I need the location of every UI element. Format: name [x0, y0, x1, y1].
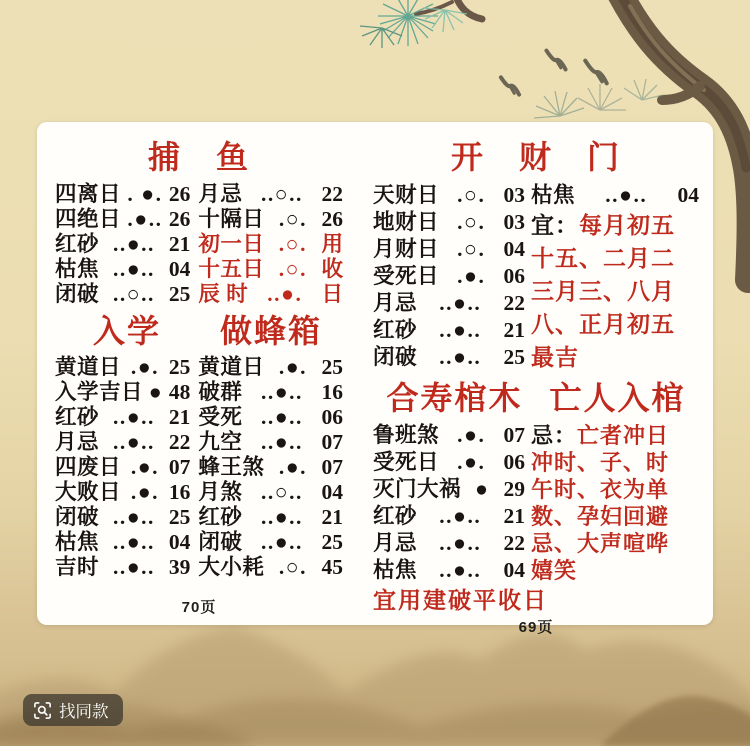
almanac-entry	[373, 236, 525, 263]
entry-dots: ..●..	[439, 504, 482, 529]
entry-dots: ..●..	[605, 182, 648, 207]
almanac-entry	[198, 282, 343, 307]
note-line: 忌：亡者冲日	[531, 423, 670, 449]
entry-dots: .●.	[457, 263, 486, 288]
entry-value: 45	[321, 555, 343, 580]
entry-dots: .○.	[278, 555, 308, 580]
almanac-entry	[55, 380, 190, 405]
entry-label: 闭破	[373, 344, 418, 369]
entry-label: 十隔日	[198, 206, 265, 231]
entry-value: 25	[168, 505, 191, 530]
entry-value: 日	[321, 281, 343, 306]
almanac-card	[37, 122, 713, 637]
almanac-entry	[373, 290, 525, 317]
almanac-entry	[55, 257, 190, 282]
section-title	[55, 140, 343, 175]
entry-dots: ..●..	[260, 505, 303, 530]
entry-value: 26	[321, 206, 343, 231]
entry-label: 受死	[198, 405, 243, 430]
almanac-entry	[373, 182, 525, 209]
entry-dots: ..●..	[112, 505, 155, 530]
entry-label: 四绝日	[55, 206, 122, 231]
entry-dots: ..●..	[112, 231, 155, 256]
almanac-row	[55, 505, 343, 530]
entry-dots: ..●.	[267, 281, 303, 306]
entry-dots: ●	[475, 477, 490, 502]
entry-dots: .○.	[457, 236, 486, 261]
entry-value: 22	[168, 430, 191, 455]
entry-label: 鲁班煞	[373, 423, 440, 448]
page-number: 70页	[181, 599, 217, 616]
section-title-text: 亡人入棺	[549, 379, 686, 416]
entry-label: 月财日	[373, 236, 440, 261]
note-line: 最吉	[531, 344, 579, 370]
note-line: 忌、大声喧哗	[531, 531, 670, 557]
entry-label: 红砂	[373, 317, 418, 342]
almanac-row	[55, 455, 343, 480]
entry-value: 25	[168, 355, 191, 380]
almanac-entry	[198, 355, 343, 380]
entry-dots: .●.	[130, 455, 160, 480]
entry-label: 月忌	[373, 290, 418, 315]
entry-label: 闭破	[55, 505, 100, 530]
note-line: 数、孕妇回避	[531, 504, 670, 530]
almanac-row	[55, 530, 343, 555]
entry-label: 枯焦	[531, 182, 576, 207]
almanac-row	[55, 555, 343, 580]
entry-dots: .○.	[278, 206, 308, 231]
entry-dots: ●	[148, 380, 164, 405]
almanac-entry	[198, 380, 343, 405]
almanac-entry	[198, 455, 343, 480]
entry-value: 07	[503, 423, 525, 448]
entry-dots: ..○..	[260, 480, 303, 505]
entry-value: 21	[503, 317, 525, 342]
note-line: 十五、二月二	[531, 245, 675, 271]
almanac-entry	[373, 317, 525, 344]
section-footer: 宜用建破平收日	[373, 588, 548, 614]
note-line: 八、正月初五	[531, 311, 675, 337]
entry-dots: ..●..	[260, 430, 303, 455]
entry-dots: ..●..	[439, 531, 482, 556]
entry-label: 初一日	[198, 231, 265, 256]
almanac-entry	[373, 530, 525, 557]
almanac-entry	[198, 505, 343, 530]
scan-search-icon	[33, 701, 52, 720]
almanac-entry	[373, 422, 525, 449]
entry-value: 21	[503, 504, 525, 529]
almanac-entry	[373, 476, 525, 503]
almanac-row	[55, 207, 343, 232]
entry-label: 红砂	[55, 231, 100, 256]
entry-value: 03	[503, 182, 525, 207]
almanac-row	[55, 182, 343, 207]
entry-label: 九空	[198, 430, 243, 455]
entry-value: 22	[503, 290, 525, 315]
birds-art	[498, 51, 612, 95]
entry-value: 21	[168, 405, 191, 430]
entry-dots: .○.	[278, 256, 308, 281]
almanac-entry	[55, 182, 190, 207]
entry-label: 受死日	[373, 450, 440, 475]
entry-value: 22	[321, 181, 343, 206]
entry-label: 辰 时	[198, 281, 249, 306]
find-same-label: 找同款	[59, 703, 109, 721]
entry-label: 枯焦	[55, 256, 100, 281]
entry-value: 29	[503, 477, 525, 502]
almanac-row	[55, 257, 343, 282]
note-prefix: 宜：	[531, 212, 579, 238]
almanac-entry	[55, 505, 190, 530]
entry-dots: ..○..	[260, 181, 303, 206]
note-line: 午时、衣为单	[531, 477, 670, 503]
almanac-entry	[373, 263, 525, 290]
entry-value: 07	[168, 455, 191, 480]
almanac-entry	[55, 455, 190, 480]
pine-needles-art	[360, 0, 663, 118]
entry-dots: ..●..	[260, 530, 303, 555]
almanac-entry	[55, 207, 190, 232]
entry-label: 枯焦	[373, 558, 418, 583]
entry-value: 25	[321, 355, 343, 380]
entry-dots: ..●..	[439, 344, 482, 369]
entry-label: 大小耗	[198, 555, 265, 580]
almanac-entry	[531, 182, 699, 209]
entry-value: 16	[321, 380, 343, 405]
entry-value: 04	[168, 256, 191, 281]
entry-label: 红砂	[198, 505, 243, 530]
entry-dots: . ●.	[127, 181, 163, 206]
entry-value: 16	[168, 480, 191, 505]
entry-value: 04	[503, 558, 525, 583]
note-line: 嬉笑	[531, 558, 578, 584]
almanac-entry	[198, 555, 343, 580]
entries-column	[373, 182, 525, 374]
section-title-text: 合寿棺木	[386, 379, 523, 416]
entry-dots: .●.	[130, 480, 160, 505]
entry-label: 月煞	[198, 480, 243, 505]
section-columns	[373, 182, 699, 374]
entry-dots: .●.	[457, 450, 486, 475]
almanac-entry	[198, 232, 343, 257]
page-number: 69页	[518, 619, 554, 637]
section-columns	[373, 422, 699, 584]
entry-label: 红砂	[55, 405, 100, 430]
section-title	[373, 381, 699, 416]
entry-value: 06	[503, 450, 525, 475]
entry-label: 灭门大祸	[373, 477, 462, 502]
entry-value: 用	[321, 231, 343, 256]
entry-value: 39	[168, 555, 191, 580]
entry-dots: ..●..	[112, 530, 155, 555]
entry-dots: .●.	[457, 423, 486, 448]
almanac-entry	[55, 232, 190, 257]
almanac-row	[55, 430, 343, 455]
find-same-button[interactable]	[23, 694, 123, 726]
entry-value: 21	[168, 231, 191, 256]
entry-label: 破群	[198, 380, 243, 405]
almanac-entry	[55, 405, 190, 430]
entry-value: 25	[168, 281, 191, 306]
entry-dots: .●.	[278, 455, 308, 480]
entry-label: 黄道日	[198, 355, 265, 380]
entry-label: 地财日	[373, 209, 440, 234]
section-title	[373, 140, 699, 175]
almanac-row	[55, 380, 343, 405]
entry-dots: ..●..	[112, 405, 155, 430]
entry-label: 大败日	[55, 480, 122, 505]
entry-dots: ..●..	[260, 405, 303, 430]
entry-dots: .●.	[278, 355, 308, 380]
entry-label: 吉时	[55, 555, 100, 580]
entry-value: 07	[321, 430, 343, 455]
entry-dots: ..●..	[260, 380, 303, 405]
entry-value: 04	[321, 480, 343, 505]
almanac-entry	[373, 344, 525, 371]
almanac-entry	[198, 182, 343, 207]
almanac-entry	[55, 355, 190, 380]
entry-value: 22	[503, 531, 525, 556]
almanac-entry	[373, 503, 525, 530]
section-title-text: 捕 鱼	[147, 139, 250, 175]
almanac-page	[55, 140, 343, 617]
section-title-text: 入学	[92, 312, 161, 349]
almanac-row	[55, 480, 343, 505]
almanac-entry	[55, 530, 190, 555]
entry-dots: ..●..	[439, 558, 482, 583]
almanac-entry	[198, 405, 343, 430]
almanac-row	[55, 232, 343, 257]
entry-label: 四离日	[55, 181, 122, 206]
entry-dots: ..●..	[112, 256, 155, 281]
entry-dots: ..●..	[112, 555, 155, 580]
entry-value: 21	[321, 505, 343, 530]
entry-value: 06	[503, 263, 525, 288]
entry-value: 04	[503, 236, 525, 261]
almanac-entry	[198, 530, 343, 555]
entry-label: 闭破	[55, 281, 100, 306]
entries-column	[373, 422, 525, 584]
entry-value: 03	[503, 209, 525, 234]
entry-dots: .○.	[457, 209, 486, 234]
almanac-entry	[55, 430, 190, 455]
entry-value: 04	[677, 182, 699, 207]
notes-column	[531, 422, 699, 584]
note-prefix: 忌：	[531, 423, 578, 449]
note-line: 宜：每月初五	[531, 212, 675, 238]
entry-dots: .○.	[278, 231, 308, 256]
entry-label: 十五日	[198, 256, 265, 281]
entry-value: 04	[168, 530, 191, 555]
entry-label: 闭破	[198, 530, 243, 555]
entry-value: 收	[321, 256, 343, 281]
entry-dots: ..○..	[112, 281, 155, 306]
almanac-entry	[198, 430, 343, 455]
entry-label: 红砂	[373, 504, 418, 529]
entry-label: 受死日	[373, 263, 440, 288]
almanac-page	[373, 139, 699, 637]
entry-label: 天财日	[373, 182, 440, 207]
entry-label: 入学吉日	[55, 380, 144, 405]
almanac-entry	[198, 480, 343, 505]
entry-value: 25	[321, 530, 343, 555]
almanac-entry	[55, 555, 190, 580]
entry-label: 枯焦	[55, 530, 100, 555]
almanac-entry	[373, 449, 525, 476]
entry-dots: ..●..	[112, 430, 155, 455]
almanac-row	[55, 405, 343, 430]
note-line: 冲时、子、时	[531, 450, 670, 476]
section-title	[55, 314, 343, 349]
entry-dots: ..●..	[439, 290, 482, 315]
entry-value: 48	[168, 380, 191, 405]
entry-label: 月忌	[55, 430, 100, 455]
entry-value: 25	[503, 344, 525, 369]
section-title-text: 做蜂箱	[219, 312, 322, 349]
entry-value: 07	[321, 455, 343, 480]
almanac-entry	[198, 207, 343, 232]
entry-label: 蜂王煞	[198, 455, 265, 480]
almanac-entry	[55, 480, 190, 505]
almanac-entry	[373, 209, 525, 236]
section-title-text: 开 财 门	[450, 139, 621, 175]
almanac-entry	[373, 557, 525, 584]
entry-value: 26	[168, 206, 191, 231]
entry-dots: .○.	[457, 182, 486, 207]
entry-label: 黄道日	[55, 355, 122, 380]
entry-dots: .●..	[127, 206, 163, 231]
entry-dots: .●.	[130, 355, 160, 380]
almanac-row	[55, 282, 343, 307]
entry-value: 06	[321, 405, 343, 430]
entry-label: 四废日	[55, 455, 122, 480]
entry-dots: ..●..	[439, 317, 482, 342]
entry-label: 月忌	[198, 181, 243, 206]
almanac-entry	[198, 257, 343, 282]
almanac-row	[55, 355, 343, 380]
entry-value: 26	[168, 181, 191, 206]
entry-label: 月忌	[373, 531, 418, 556]
note-line: 三月三、八月	[531, 278, 675, 304]
almanac-entry	[55, 282, 190, 307]
mountains-art	[0, 626, 750, 746]
notes-column	[531, 182, 699, 374]
